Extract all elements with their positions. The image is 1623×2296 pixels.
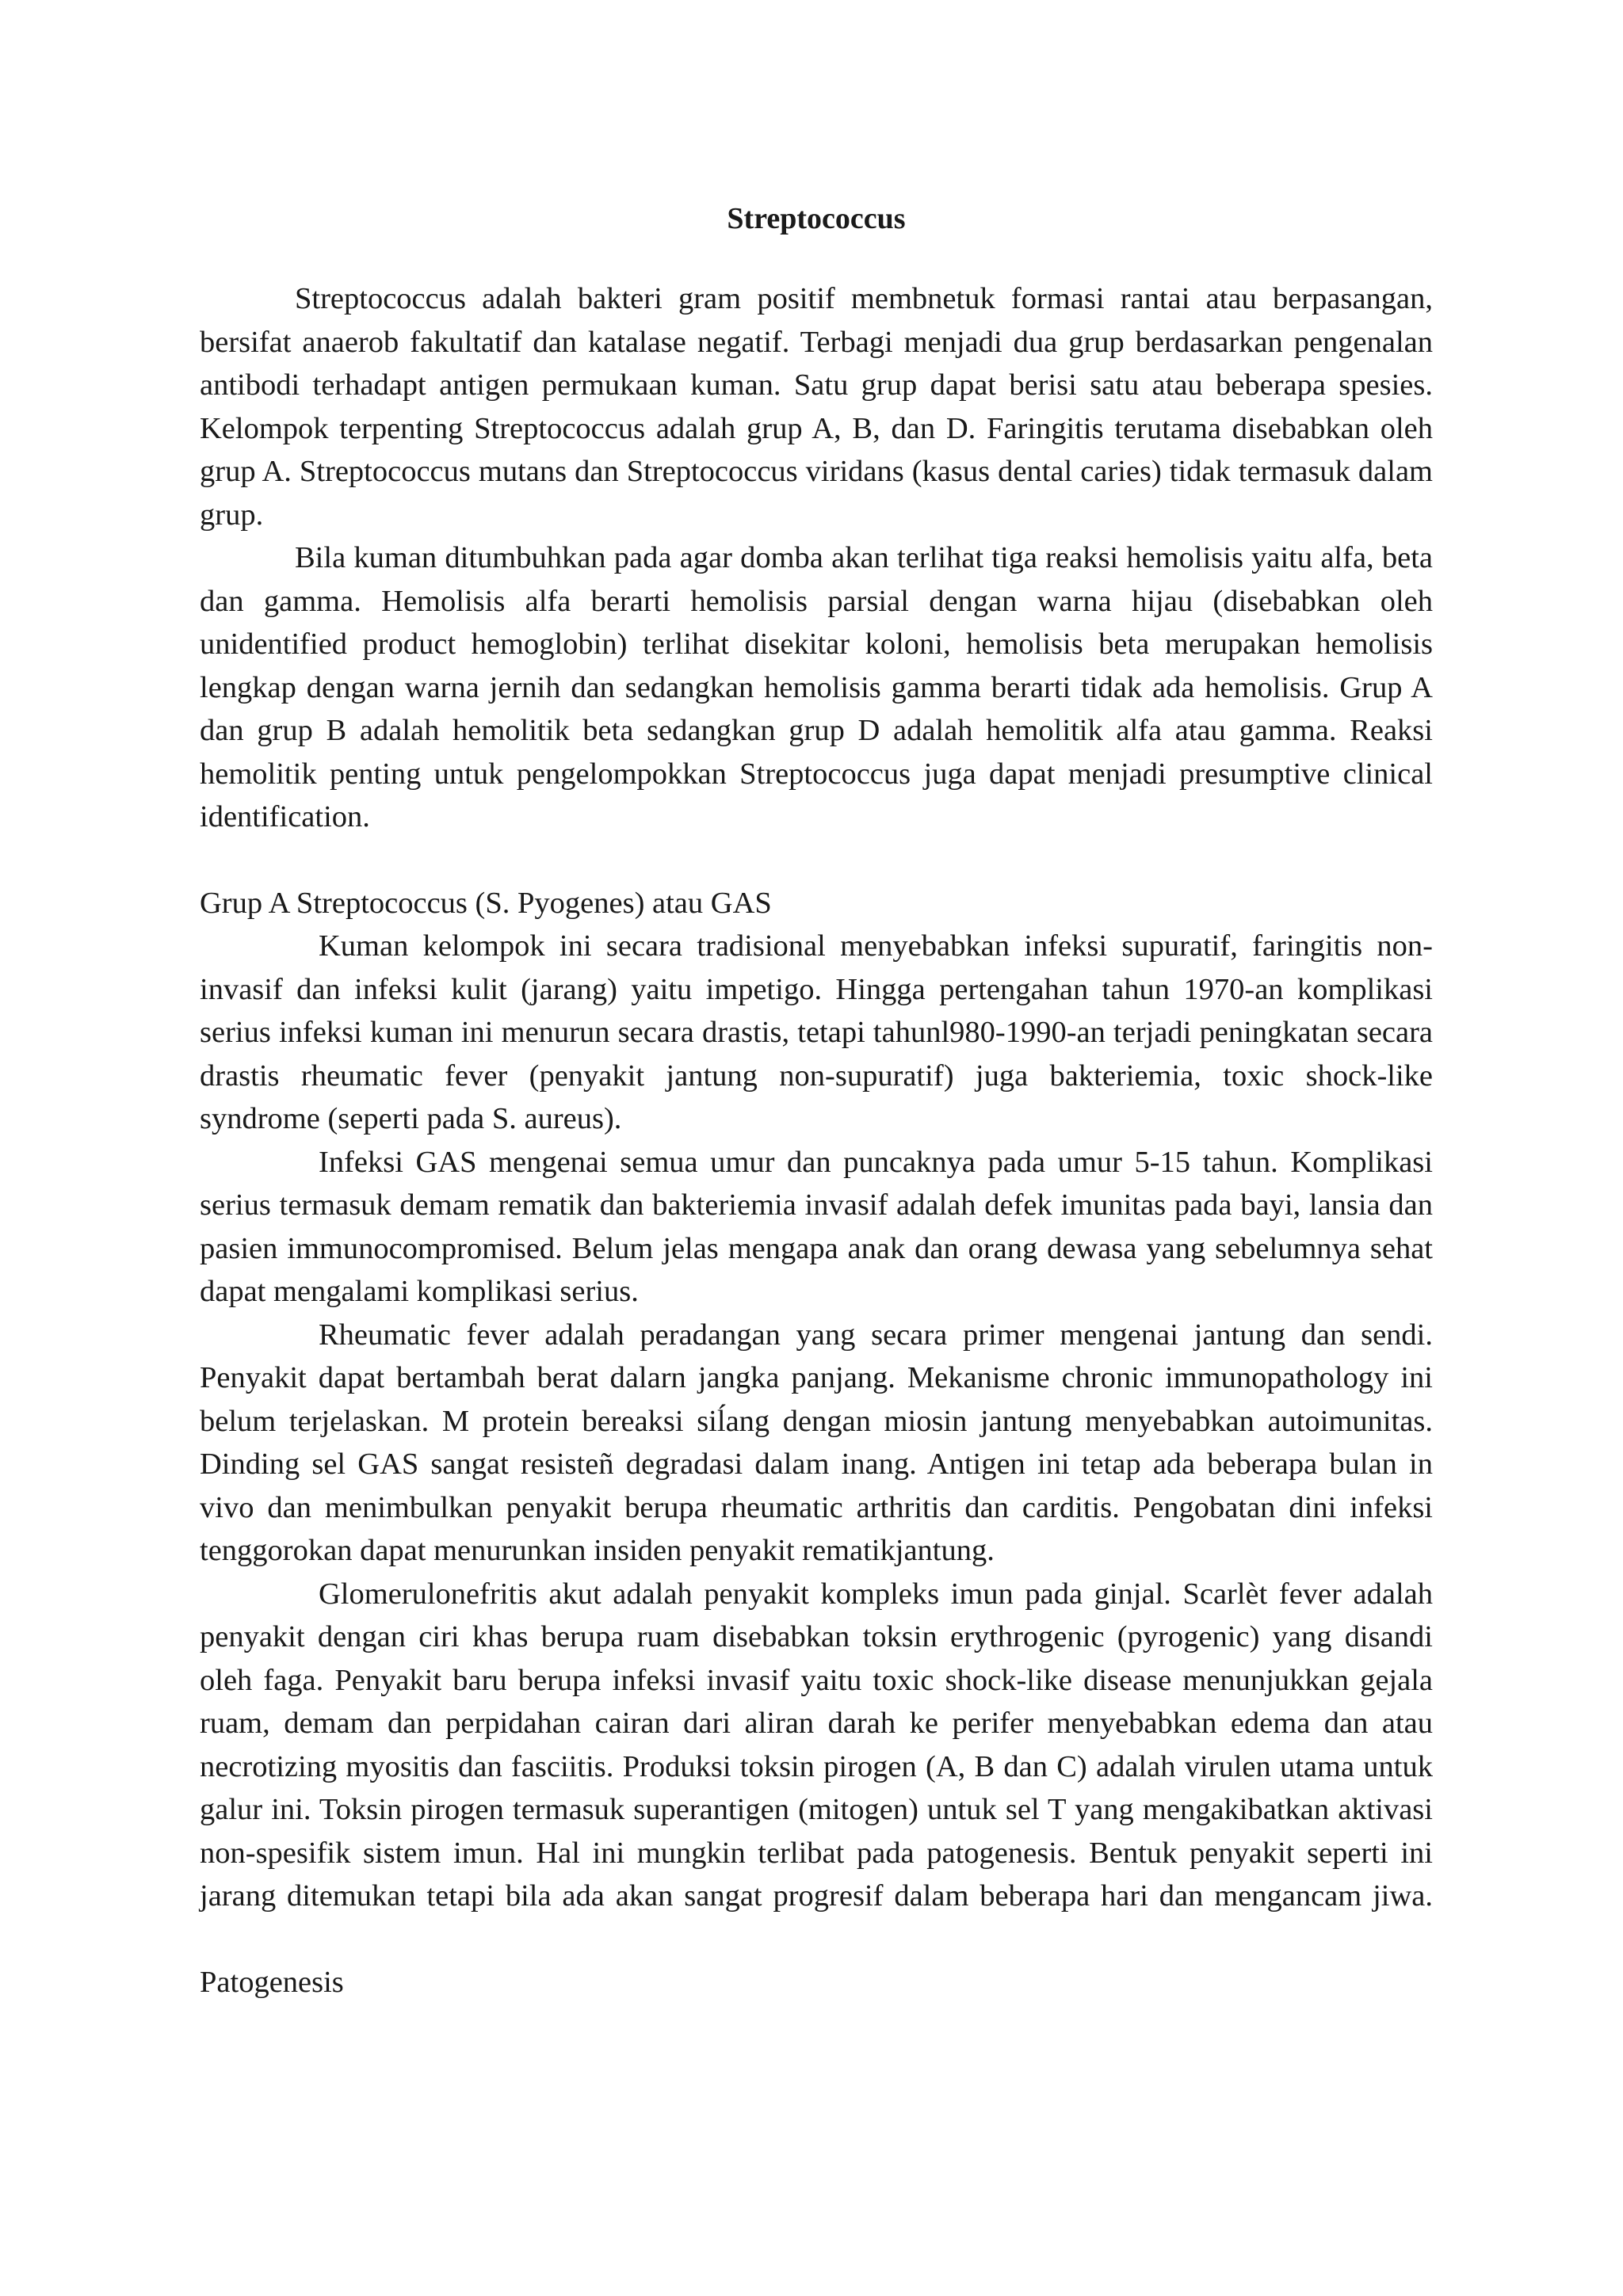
document-body	[200, 198, 1433, 2004]
gas-paragraph-3: Rheumatic fever adalah peradangan yang secara primer mengenai jantung dan sendi. Penyakit dapat bertambah berat dalarn jangka panjang. Mekanisme chronic immunopathology ini belum terjelaskan. M protein bereaksi siĺang dengan miosin jantung menyebabkan autoimunitas. Dinding sel GAS sangat resisteñ degradasi dalam inang. Antigen ini tetap ada beberapa bulan in vivo dan menimbulkan penyakit berupa rheumatic arthritis dan carditis. Pengobatan dini infeksi tenggorokan dapat menurunkan insiden penyakit rematikjantung.	[200, 1318, 1433, 1567]
section-spacer	[200, 839, 1433, 882]
section-heading-patogenesis: Patogenesis	[200, 1965, 344, 1999]
gas-paragraph-1: Kuman kelompok ini secara tradisional menyebabkan infeksi supuratif, faringitis non-invasif dan infeksi kulit (jarang) yaitu impetigo. Hingga pertengahan tahun 1970-an komplikasi serius infeksi kuman ini menurun secara drastis, tetapi tahunl980-1990-an terjadi peningkatan secara drastis rheumatic fever (penyakit jantung non-supuratif) juga bakteriemia, toxic shock-like syndrome (seperti pada S. aureus).	[200, 929, 1433, 1135]
intro-paragraph-2: Bila kuman ditumbuhkan pada agar domba akan terlihat tiga reaksi hemolisis yaitu alfa, beta dan gamma. Hemolisis alfa berarti hemolisis parsial dengan warna hijau (disebabkan oleh unidentified product hemoglobin) terlihat disekitar koloni, hemolisis beta merupakan hemolisis lengkap dengan warna jernih dan sedangkan hemolisis gamma berarti tidak ada hemolisis. Grup A dan grup B adalah hemolitik beta sedangkan grup D adalah hemolitik alfa atau gamma. Reaksi hemolitik penting untuk pengelompokkan Streptococcus juga dapat menjadi presumptive clinical identification.	[200, 541, 1433, 833]
intro-paragraph-1: Streptococcus adalah bakteri gram positif membnetuk formasi rantai atau berpasangan, bersifat anaerob fakultatif dan katalase negatif. Terbagi menjadi dua grup berdasarkan pengenalan antibodi terhadapt antigen permukaan kuman. Satu grup dapat berisi satu atau beberapa spesies. Kelompok terpenting Streptococcus adalah grup A, B, dan D. Faringitis terutama disebabkan oleh grup A. Streptococcus mutans dan Streptococcus viridans (kasus dental caries) tidak termasuk dalam grup.	[200, 282, 1433, 532]
gas-paragraph-2: Infeksi GAS mengenai semua umur dan puncaknya pada umur 5-15 tahun. Komplikasi serius termasuk demam rematik dan bakteriemia invasif adalah defek imunitas pada bayi, lansia dan pasien immunocompromised. Belum jelas mengapa anak dan orang dewasa yang sebelumnya sehat dapat mengalami komplikasi serius.	[200, 1145, 1433, 1308]
section-spacer	[200, 1918, 1433, 1961]
section-heading-gas: Grup A Streptococcus (S. Pyogenes) atau GAS	[200, 886, 772, 920]
gas-paragraph-4: Glomerulonefritis akut adalah penyakit kompleks imun pada ginjal. Scarlèt fever adalah penyakit dengan ciri khas berupa ruam disebabkan toksin erythrogenic (pyrogenic) yang disandi oleh faga. Penyakit baru berupa infeksi invasif yaitu toxic shock-like disease menunjukkan gejala ruam, demam dan perpidahan cairan dari aliran darah ke perifer menyebabkan edema dan atau necrotizing myositis dan fasciitis. Produksi toksin pirogen (A, B dan C) adalah virulen utama untuk galur ini. Toksin pirogen termasuk superantigen (mitogen) untuk sel T yang mengakibatkan aktivasi non-spesifik sistem imun. Hal ini mungkin terlibat pada patogenesis. Bentuk penyakit seperti ini jarang ditemukan tetapi bila ada akan sangat progresif dalam beberapa hari dan mengancam jiwa.	[200, 1577, 1433, 1913]
document-title: Streptococcus	[727, 202, 906, 235]
